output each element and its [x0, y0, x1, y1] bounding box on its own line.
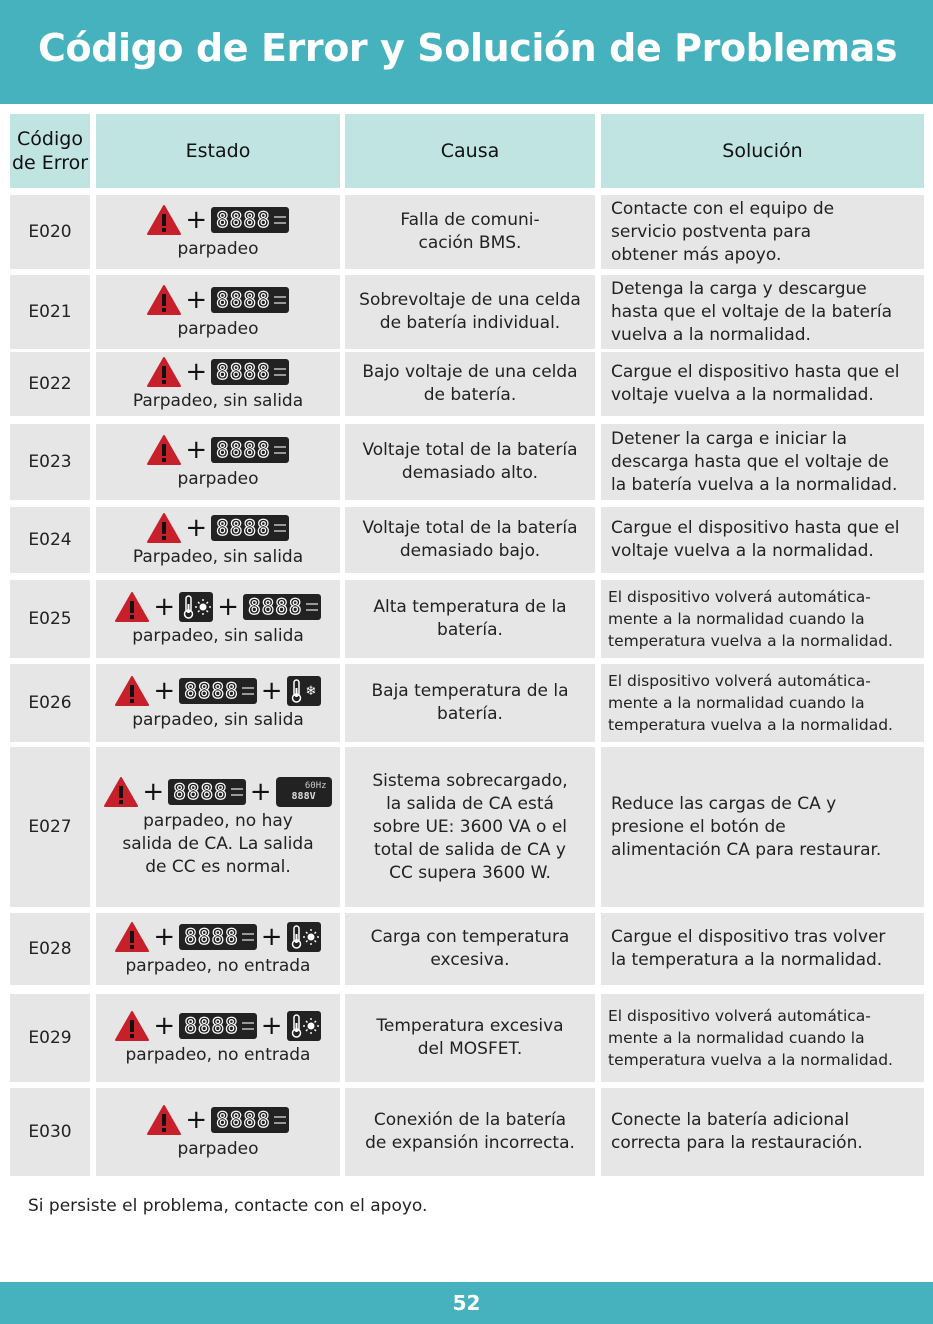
footer-bar — [0, 1282, 933, 1324]
status-label: parpadeo — [177, 319, 259, 339]
lcd-display-icon — [179, 678, 257, 704]
lcd-digits: 8888 — [216, 208, 271, 232]
status-label: parpadeo — [177, 1139, 259, 1159]
lcd-display-icon — [168, 779, 246, 805]
error-code: E029 — [10, 994, 90, 1082]
lcd-digits: 8888 — [216, 438, 271, 462]
solution-text: El dispositivo volverá automática- mente a la normalidad cuando la temperatura vuelva a la normalidad. — [601, 664, 924, 742]
status-cell — [96, 1088, 340, 1176]
status-icons — [147, 1103, 288, 1137]
warning-icon — [147, 356, 181, 388]
warning-icon — [147, 512, 181, 544]
solution-text: Detenga la carga y descargue hasta que el voltaje de la batería vuelva a la normalidad. — [601, 275, 924, 349]
status-cell — [96, 195, 340, 269]
lcd-display-icon — [211, 359, 289, 385]
lcd-display-icon — [211, 287, 289, 313]
header-causa: Causa — [345, 114, 595, 188]
status-icons — [115, 1009, 320, 1043]
lcd-display-icon — [211, 437, 289, 463]
plus-sign: + — [185, 205, 208, 235]
lcd-unit-marks — [242, 931, 254, 943]
solution-text: El dispositivo volverá automática- mente a la normalidad cuando la temperatura vuelva a la normalidad. — [601, 994, 924, 1082]
solution-text: Cargue el dispositivo hasta que el voltaje vuelva a la normalidad. — [601, 352, 924, 416]
error-code: E020 — [10, 195, 90, 269]
status-cell — [96, 507, 340, 573]
lcd-display-icon — [211, 207, 289, 233]
plus-sign: + — [153, 1011, 176, 1041]
cause-text: Sistema sobrecargado, la salida de CA está sobre UE: 3600 VA o el total de salida de CA y CC supera 3600 W. — [345, 747, 595, 907]
status-label: parpadeo, sin salida — [132, 710, 304, 730]
plus-sign: + — [217, 592, 239, 622]
cause-text: Bajo voltaje de una celda de batería. — [345, 352, 595, 416]
header-estado: Estado — [96, 114, 340, 188]
error-code: E026 — [10, 664, 90, 742]
lcd-digits: 8888 — [184, 679, 239, 703]
status-icons — [147, 355, 288, 389]
status-label: parpadeo, sin salida — [132, 626, 304, 646]
lcd-unit-marks — [274, 294, 286, 306]
status-icons — [147, 283, 288, 317]
lcd-display-icon — [211, 1107, 289, 1133]
solution-text: Cargue el dispositivo tras volver la temperatura a la normalidad. — [601, 913, 924, 985]
lcd-unit-marks — [242, 1020, 254, 1032]
status-label: Parpadeo, sin salida — [132, 391, 304, 411]
plus-sign: + — [260, 1011, 283, 1041]
lcd-display-icon — [179, 1013, 257, 1039]
cause-text: Conexión de la batería de expansión incorrecta. — [345, 1088, 595, 1176]
lcd-digits: 8888 — [173, 780, 228, 804]
plus-sign: + — [185, 513, 208, 543]
lcd-digits: 8888 — [184, 1014, 239, 1038]
footnote: Si persiste el problema, contacte con el apoyo. — [28, 1196, 428, 1216]
solution-text: Contacte con el equipo de servicio postventa para obtener más apoyo. — [601, 195, 924, 269]
solution-text: Reduce las cargas de CA y presione el botón de alimentación CA para restaurar. — [601, 747, 924, 907]
cause-text: Baja temperatura de la batería. — [345, 664, 595, 742]
header-solucion: Solución — [601, 114, 924, 188]
lcd-display-icon — [179, 924, 257, 950]
thermometer-hot-icon — [287, 1011, 321, 1041]
cause-text: Voltaje total de la batería demasiado alto. — [345, 424, 595, 500]
lcd-digits: 8888 — [184, 925, 239, 949]
warning-icon — [115, 675, 149, 707]
status-icons — [147, 433, 288, 467]
cause-text: Voltaje total de la batería demasiado bajo. — [345, 507, 595, 573]
status-label: parpadeo, no entrada — [125, 956, 311, 976]
lcd-unit-marks — [274, 444, 286, 456]
status-icons — [115, 590, 320, 624]
cause-text: Sobrevoltaje de una celda de batería individual. — [345, 275, 595, 349]
svg-text:❄: ❄ — [305, 684, 317, 699]
ac-voltage-readout: 888V — [291, 791, 316, 802]
lcd-digits: 8888 — [248, 595, 303, 619]
plus-sign: + — [185, 435, 208, 465]
status-icons — [115, 674, 320, 708]
lcd-digits: 8888 — [216, 516, 271, 540]
lcd-unit-marks — [274, 366, 286, 378]
page-number: 52 — [452, 1291, 481, 1315]
plus-sign: + — [185, 285, 208, 315]
status-cell — [96, 747, 340, 907]
status-icons — [104, 775, 331, 809]
status-label: parpadeo, no hay salida de CA. La salida de CC es normal. — [122, 811, 314, 877]
cause-text: Carga con temperatura excesiva. — [345, 913, 595, 985]
warning-icon — [147, 284, 181, 316]
error-code: E023 — [10, 424, 90, 500]
warning-icon — [115, 921, 149, 953]
error-code: E027 — [10, 747, 90, 907]
status-label: parpadeo — [177, 239, 259, 259]
lcd-unit-marks — [274, 522, 286, 534]
lcd-unit-marks — [231, 786, 243, 798]
error-code: E025 — [10, 580, 90, 658]
lcd-unit-marks — [274, 214, 286, 226]
plus-sign: + — [153, 676, 176, 706]
status-label: Parpadeo, sin salida — [132, 547, 304, 567]
plus-sign: + — [260, 676, 283, 706]
page-title: Código de Error y Solución de Problemas — [38, 26, 898, 70]
error-code: E021 — [10, 275, 90, 349]
lcd-display-icon — [211, 515, 289, 541]
lcd-digits: 8888 — [216, 1108, 271, 1132]
error-code: E030 — [10, 1088, 90, 1176]
warning-icon — [115, 591, 149, 623]
plus-sign: + — [153, 592, 176, 622]
header-banner — [0, 0, 933, 104]
status-label: parpadeo — [177, 469, 259, 489]
status-cell — [96, 424, 340, 500]
status-icons — [115, 920, 320, 954]
status-cell — [96, 580, 340, 658]
status-cell — [96, 994, 340, 1082]
lcd-unit-marks — [274, 1114, 286, 1126]
status-icons — [147, 203, 288, 237]
status-cell — [96, 913, 340, 985]
warning-icon — [147, 204, 181, 236]
solution-text: Conecte la batería adicional correcta para la restauración. — [601, 1088, 924, 1176]
header-code: Código de Error — [10, 114, 90, 188]
warning-icon — [147, 1104, 181, 1136]
ac-frequency-readout: 60Hz — [304, 781, 327, 791]
plus-sign: + — [153, 922, 176, 952]
thermometer-hot-icon — [179, 592, 213, 622]
cause-text: Alta temperatura de la batería. — [345, 580, 595, 658]
warning-icon — [115, 1010, 149, 1042]
solution-text: Detener la carga e iniciar la descarga hasta que el voltaje de la batería vuelva a la normalidad. — [601, 424, 924, 500]
solution-text: El dispositivo volverá automática- mente a la normalidad cuando la temperatura vuelva a la normalidad. — [601, 580, 924, 658]
lcd-digits: 8888 — [216, 360, 271, 384]
lcd-display-icon — [243, 594, 321, 620]
plus-sign: + — [185, 357, 208, 387]
lcd-digits: 8888 — [216, 288, 271, 312]
status-cell — [96, 275, 340, 349]
status-icons — [147, 511, 288, 545]
thermometer-cold-icon — [287, 676, 321, 706]
error-code: E022 — [10, 352, 90, 416]
status-cell — [96, 352, 340, 416]
status-label: parpadeo, no entrada — [125, 1045, 311, 1065]
thermometer-hot-icon — [287, 922, 321, 952]
solution-text: Cargue el dispositivo hasta que el voltaje vuelva a la normalidad. — [601, 507, 924, 573]
error-code: E028 — [10, 913, 90, 985]
cause-text: Temperatura excesiva del MOSFET. — [345, 994, 595, 1082]
lcd-unit-marks — [306, 601, 318, 613]
plus-sign: + — [260, 922, 283, 952]
plus-sign: + — [185, 1105, 208, 1135]
ac-output-display-icon — [276, 777, 332, 807]
status-cell — [96, 664, 340, 742]
warning-icon — [104, 776, 138, 808]
error-code: E024 — [10, 507, 90, 573]
lcd-unit-marks — [242, 685, 254, 697]
warning-icon — [147, 434, 181, 466]
plus-sign: + — [142, 777, 165, 807]
plus-sign: + — [249, 777, 272, 807]
cause-text: Falla de comuni- cación BMS. — [345, 195, 595, 269]
